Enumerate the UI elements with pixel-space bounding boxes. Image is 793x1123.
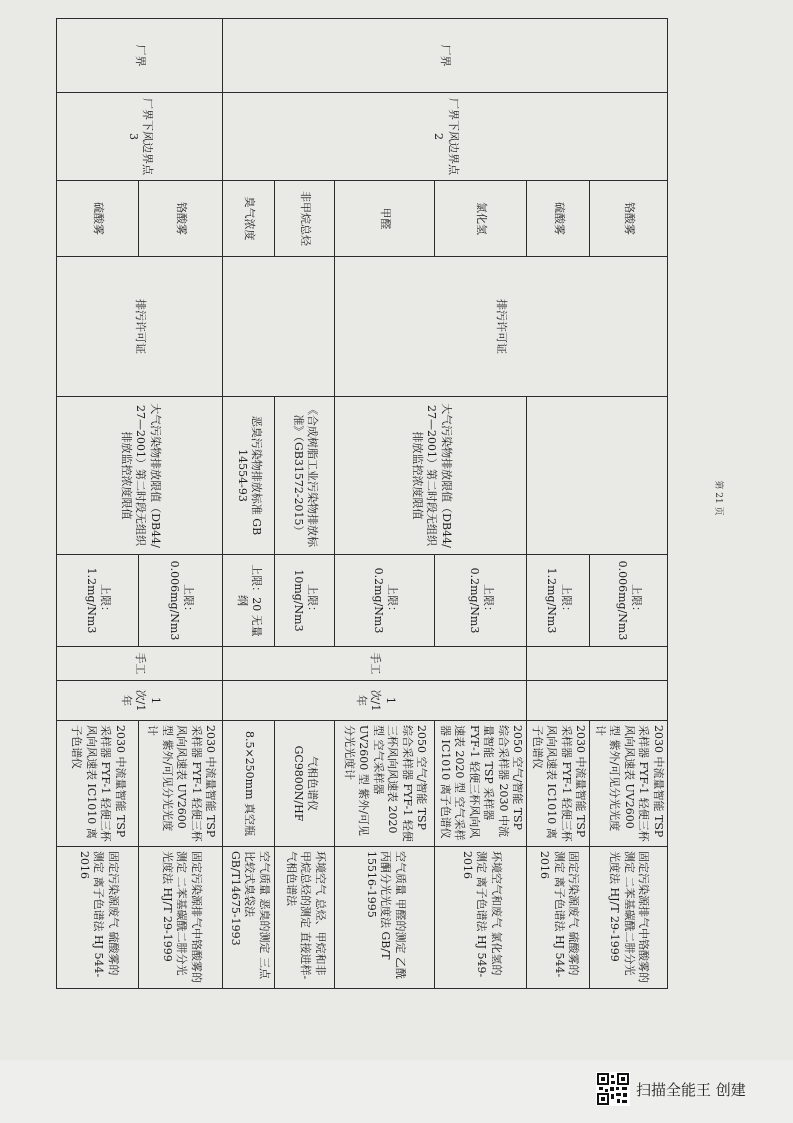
scanner-watermark	[596, 1070, 746, 1108]
method-cell: 环境空气 总烃、甲烷和非甲烷总烃的测定 直接进样-气相色谱法	[275, 847, 335, 989]
limit-cell: 上限：1.2mg/Nm3	[57, 555, 139, 647]
category-cell: 厂界	[57, 19, 223, 93]
instrument-cell: 8.5×250mm 真空瓶	[223, 721, 275, 847]
instrument-cell: 2050 空气/智能 TSP 综合采样器 FYF-1 轻便三杯风向风速表 2020 型 空气采样器 UV2600 型 紫外/可见分光光度计	[335, 721, 435, 847]
limit-cell: 上限：0.006mg/Nm3	[590, 555, 668, 647]
limit-cell: 上限：20 无量纲	[223, 555, 275, 647]
limit-cell: 上限：1.2mg/Nm3	[527, 555, 590, 647]
table-row	[590, 19, 668, 989]
method-cell: 空气质量 甲醛的测定 乙酰丙酮分光光度法 GB/T 15516-1995	[335, 847, 435, 989]
instrument-cell: 气相色谱仪 GC9800N/HF	[275, 721, 335, 847]
standard-cell: 大气污染物排放限值（DB44/ 27—2001）第二时段无组织排放监控浓度限值	[335, 397, 527, 555]
method-cell: 固定污染源废气 硫酸雾的测定 离子色谱法 HJ 544-2016	[57, 847, 139, 989]
table-row	[139, 19, 223, 989]
pollutant-cell: 甲醛	[335, 181, 435, 257]
mode-cell: 手工	[223, 647, 527, 681]
rotated-table-wrapper	[70, 18, 668, 988]
qr-code-icon	[596, 1072, 630, 1106]
basis-cell: 排污许可证	[57, 257, 223, 397]
rotated-table-frame	[70, 18, 668, 988]
pollutant-cell: 氯化氢	[435, 181, 527, 257]
limit-cell: 上限：0.2mg/Nm3	[335, 555, 435, 647]
basis-cell	[223, 257, 335, 397]
pollutant-cell: 硫酸雾	[527, 181, 590, 257]
basis-cell: 排污许可证	[335, 257, 668, 397]
instrument-cell: 2030 中流量智能 TSP 采样器 FYF-1 轻便三杯风向风速表 IC1010 离子色谱仪	[527, 721, 590, 847]
pollutant-cell: 非甲烷总烃	[275, 181, 335, 257]
standard-cell: 恶臭污染物排放标准 GB 14554-93	[223, 397, 275, 555]
monitoring-point-cell: 厂界下风边界点 2	[223, 93, 668, 181]
mode-cell: 手工	[57, 647, 223, 681]
standard-cell: 大气污染物排放限值（DB44/ 27—2001）第二时段无组织排放监控浓度限值	[57, 397, 223, 555]
method-cell: 环境空气和废气 氯化氢的测定 离子色谱法 HJ 549-2016	[435, 847, 527, 989]
method-cell: 空气质量 恶臭的测定 三点比较式臭袋法 GB/T14675-1993	[223, 847, 275, 989]
method-cell: 固定污染源废气 硫酸雾的测定 离子色谱法 HJ 544-2016	[527, 847, 590, 989]
standard-cell: 《合成树脂工业污染物排放标准》（GB31572-2015）	[275, 397, 335, 555]
monitoring-table	[56, 18, 668, 989]
pollutant-cell: 铬酸雾	[590, 181, 668, 257]
instrument-cell: 2030 中流量智能 TSP 采样器 FYF-1 轻便三杯风向风速表 UV2600 型 紫外/可见分光光度计	[590, 721, 668, 847]
watermark-text: 扫描全能王 创建	[636, 1080, 746, 1099]
method-cell: 固定污染源排气中铬酸雾的测定 二苯基碳酰二肼分光光度法 HJ/T 29-1999	[139, 847, 223, 989]
category-cell: 厂界	[223, 19, 668, 93]
limit-cell: 上限：0.006mg/Nm3	[139, 555, 223, 647]
standard-cell	[527, 397, 668, 555]
frequency-cell: 1 次/1 年	[223, 681, 527, 721]
monitoring-point-cell: 厂界下风边界点 3	[57, 93, 223, 181]
limit-cell: 上限：10mg/Nm3	[275, 555, 335, 647]
pollutant-cell: 硫酸雾	[57, 181, 139, 257]
instrument-cell: 2030 中流量智能 TSP 采样器 FYF-1 轻便三杯风向风速表 UV2600 型 紫外/可见分光光度计	[139, 721, 223, 847]
frequency-cell: 1 次/1 年	[57, 681, 223, 721]
frequency-cell	[527, 681, 668, 721]
pollutant-cell: 臭气浓度	[223, 181, 275, 257]
pollutant-cell: 铬酸雾	[139, 181, 223, 257]
instrument-cell: 2050 空气/智能 TSP 综合采样器 2030 中流量智能 TSP 采样器 FYF-1 轻便三杯风向风速表 2020 型 空气采样器 IC1010 离子色谱仪	[435, 721, 527, 847]
instrument-cell: 2030 中流量智能 TSP 采样器 FYF-1 轻便三杯风向风速表 IC1010 离子色谱仪	[57, 721, 139, 847]
mode-cell	[527, 647, 668, 681]
limit-cell: 上限：0.2mg/Nm3	[435, 555, 527, 647]
page-number: 第 21 页	[713, 480, 723, 516]
method-cell: 固定污染源排气中铬酸雾的测定 二苯基碳酰二肼分光光度法 HJ/T 29-1999	[590, 847, 668, 989]
